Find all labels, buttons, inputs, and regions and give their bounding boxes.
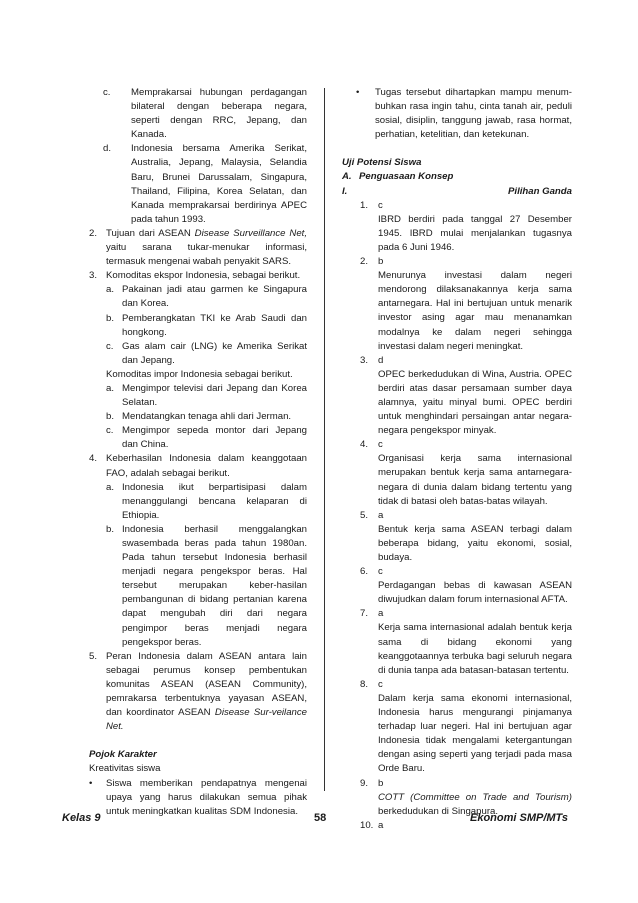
subsection-heading: A. Penguasaan Konsep <box>342 171 454 183</box>
answer-key: a <box>378 819 384 831</box>
answer-explanation: Bentuk kerja sama ASEAN terbagi dalam beberapa bidang, yaitu ekonomi, sosial, budaya. <box>378 523 572 563</box>
answer-explanation: Dalam kerja sama ekonomi internasional, Indonesia harus mengurangi pinjamanya terhadap luar negeri. Hal ini bertujuan agar Indonesia tidak mengalami ketergantungan dengan asing seperti yang terjadi pada masa Orde Baru. <box>378 692 572 775</box>
answer-number: 8. <box>360 678 369 690</box>
column-divider <box>324 88 325 791</box>
answer-explanation: Menurunya investasi dalam negeri mendorong dilaksanakannya kerja sama antarnegara. Hal ini bertujuan untuk menarik investor asing agar mau menanamkan modalnya ke dalam negeri sehingga investasi dalam negeri meningkat. <box>378 270 572 352</box>
answer-key: c <box>378 566 383 578</box>
item-text: Mengimpor sepeda montor dari Jepang dan China. <box>122 425 307 451</box>
page-footer <box>62 812 568 828</box>
answer-explanation: Kerja sama internasional adalah bentuk kerja sama di bidang ekonomi yang keanggotaannya terbuka bagi seluruh negara di dunia tanpa ada batasan-batasan tertentu. <box>378 622 572 676</box>
list-item <box>89 424 307 452</box>
footer-subject: Ekonomi SMP/MTs <box>470 812 568 824</box>
answer-body <box>378 565 572 607</box>
answer-item <box>342 255 572 354</box>
item-label: a. <box>106 382 115 394</box>
answer-item <box>342 354 572 439</box>
item-text: Siswa memberikan pendapatnya mengenai upaya yang harus dilakukan semua pihak untuk meningkatkan kualitas SDM Indonesia. <box>106 777 307 817</box>
item-text: Indonesia bersama Amerika Serikat, Australia, Jepang, Malaysia, Selandia Baru, Brunei Darussalam, Singapura, Thailand, Filipina, Korea Selatan, dan Kanada memprakarsai berdirinya APEC pada tahun 1993. <box>131 143 307 225</box>
item-number: 2. <box>89 227 98 239</box>
answer-key: a <box>378 608 384 620</box>
item-label: c. <box>103 87 111 98</box>
list-item <box>89 269 307 283</box>
answer-explanation: Organisasi kerja sama internasional merupakan bentuk kerja sama antarnegara-negara di dunia dalam bidang tertentu yang tidak di batasi oleh batas-batas wilayah. <box>378 453 572 507</box>
item-number: 5. <box>89 650 98 662</box>
answer-body <box>378 607 572 677</box>
list-item <box>89 340 307 368</box>
answer-number: 10. <box>360 819 374 831</box>
item-text: Pakainan jadi atau garmen ke Singapura dan Korea. <box>122 284 307 310</box>
section-heading: Uji Potensi Siswa <box>342 157 422 169</box>
answer-body <box>378 678 572 777</box>
item-label: b. <box>106 411 115 423</box>
item-text: Indonesia ikut berpartisipasi dalam menanggulangi bencana kelaparan di Ethiopia. <box>122 481 307 521</box>
answer-body <box>378 354 572 439</box>
answer-key: b <box>378 256 384 268</box>
answer-explanation: COTT (Committee on Trade and Tourism) berkedudukan di Singapura. <box>378 791 572 817</box>
list-item <box>89 142 307 227</box>
paragraph: Komoditas impor Indonesia sebagai berikut. <box>106 368 293 380</box>
right-column <box>342 86 572 833</box>
answer-explanation: OPEC berkedudukan di Wina, Austria. OPEC berdiri atas dasar persamaan sumber daya alamnya, yaitu minyal bumi. OPEC berdiri untuk menghindari persaingan antar negara-negara pengekspor minyak. <box>378 368 572 437</box>
answer-number: 4. <box>360 439 369 451</box>
answer-item <box>342 678 572 777</box>
subsection-heading: I. Pilihan Ganda <box>342 185 572 197</box>
item-label: c. <box>106 340 114 352</box>
item-text: Indonesia berhasil menggalangkan swasembada beras pada tahun 1980an. Pada tahun tersebut Indonesia berhasil menjadi negara pengekspor beras. Hal tersebut merupakan keber-hasilan pembangunan di bidang pertanian karena dapat mengubah diri dari negara pengimpor beras menjadi negara pengekspor beras. <box>122 523 307 648</box>
item-text: Komoditas ekspor Indonesia, sebagai berikut. <box>106 270 301 282</box>
answer-key: b <box>378 777 384 789</box>
item-number: 3. <box>89 270 98 282</box>
list-item <box>89 523 307 650</box>
list-item <box>89 650 307 735</box>
item-label: a. <box>106 284 115 296</box>
answer-number: 6. <box>360 566 369 578</box>
item-label: a. <box>106 481 115 493</box>
answer-key: c <box>378 678 383 690</box>
answer-number: 2. <box>360 256 369 268</box>
item-label: b. <box>106 312 115 324</box>
list-item <box>89 452 307 480</box>
section-heading: Pojok Karakter <box>89 749 157 761</box>
item-text: Tujuan dari ASEAN Disease Surveillance Net, yaitu sarana tukar-menukar informasi, termasuk mengenai wabah penyakit SARS. <box>106 227 307 268</box>
bullet-icon: • <box>356 87 360 98</box>
answer-item <box>342 607 572 677</box>
answer-number: 7. <box>360 608 369 620</box>
item-text: Mengimpor televisi dari Jepang dan Korea Selatan. <box>122 382 307 409</box>
paragraph: Kreativitas siswa <box>89 763 161 775</box>
list-item <box>89 382 307 410</box>
item-text: Gas alam cair (LNG) ke Amerika Serikat dan Jepang. <box>122 340 307 366</box>
answer-body <box>378 255 572 354</box>
list-item <box>89 227 307 269</box>
answer-item <box>342 199 572 255</box>
answer-number: 9. <box>360 777 369 789</box>
item-text: Keberhasilan Indonesia dalam keanggotaan FAO, adalah sebagai berikut. <box>106 453 307 479</box>
answer-number: 5. <box>360 509 369 521</box>
answer-key: c <box>378 199 383 211</box>
left-column <box>89 86 307 819</box>
item-text: Mendatangkan tenaga ahli dari Jerman. <box>122 411 292 423</box>
item-text: Tugas tersebut dihartapkan mampu menum-buhkan rasa ingin tahu, cinta tanah air, peduli sosial, disiplin, tanggung jawab, rasa hormat, perhatian, ketelitian, dan ketekunan. <box>375 87 572 141</box>
item-text: Pemberangkatan TKI ke Arab Saudi dan hongkong. <box>122 312 307 338</box>
item-text: Peran Indonesia dalam ASEAN antara lain sebagai perumus konsep pembentukan komunitas ASEAN (ASEAN Community), pemrakarsa terbentuknya yayasan ASEAN, dan koordinator ASEAN Disease Sur-veilance Net. <box>106 650 307 733</box>
answer-body <box>378 199 572 255</box>
answer-item <box>342 438 572 508</box>
page-number: 58 <box>314 812 327 824</box>
answer-number: 3. <box>360 354 369 366</box>
answer-number: 1. <box>360 199 369 211</box>
answer-key: d <box>378 354 384 366</box>
bullet-icon: • <box>89 777 93 789</box>
answer-item <box>342 565 572 607</box>
footer-class: Kelas 9 <box>62 812 101 824</box>
item-label: d. <box>103 143 112 155</box>
answer-key: a <box>378 509 384 521</box>
answer-item <box>342 509 572 565</box>
answer-explanation: Perdagangan bebas di kawasan ASEAN diwujudkan dalam forum internasional AFTA. <box>378 580 572 606</box>
list-item <box>89 283 307 311</box>
answer-body <box>378 438 572 508</box>
list-item <box>89 312 307 340</box>
item-number: 4. <box>89 453 98 465</box>
list-item <box>89 481 307 523</box>
item-label: b. <box>106 523 115 535</box>
answer-explanation: IBRD berdiri pada tanggal 27 Desember 1945. IBRD mulai menjalankan tugasnya pada 6 Juni 1946. <box>378 213 572 253</box>
item-label: c. <box>106 425 114 437</box>
bullet-item <box>342 86 572 142</box>
list-item <box>89 410 307 424</box>
answer-body <box>378 509 572 565</box>
item-text: Memprakarsai hubungan perdagangan bilateral dengan beberapa negara, seperti dengan RRC, Jepang, dan Kanada. <box>131 87 307 141</box>
list-item <box>89 86 307 142</box>
answer-list <box>342 199 572 833</box>
answer-key: c <box>378 439 383 451</box>
